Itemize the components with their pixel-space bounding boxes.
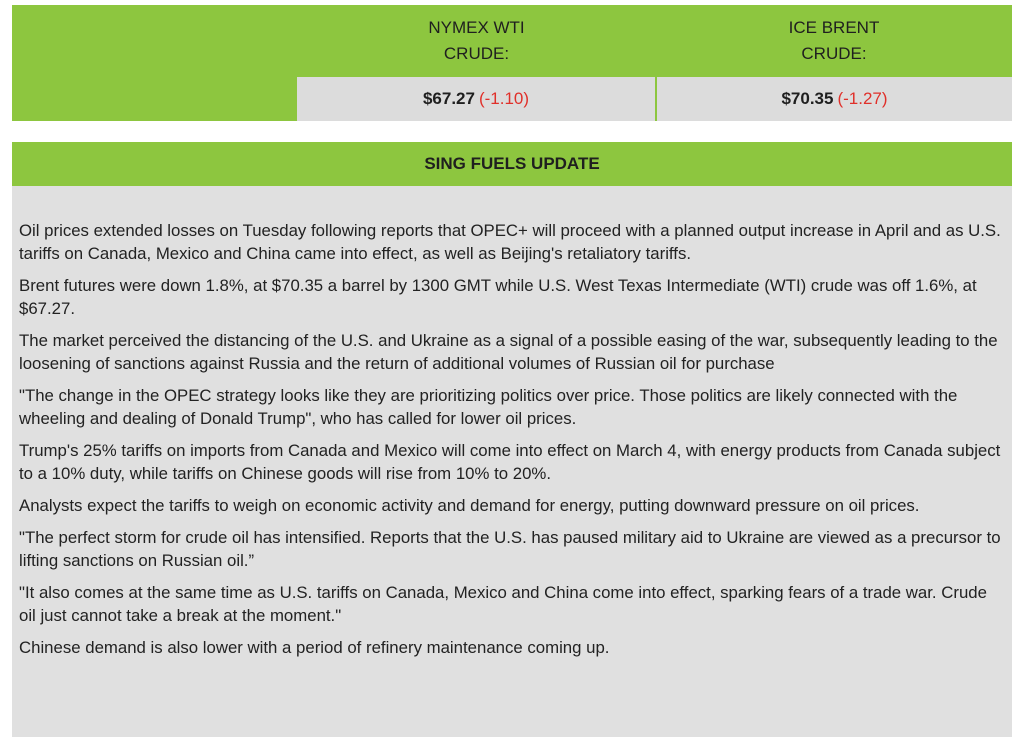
- update-body: [12, 186, 1012, 659]
- wti-label-line1: NYMEX WTI: [428, 18, 525, 37]
- fuels-update-panel: [12, 142, 1012, 737]
- wti-label-line2: CRUDE:: [443, 44, 510, 63]
- update-paragraph: "It also comes at the same time as U.S. tariffs on Canada, Mexico and China come into effect, sparking fears of a trade war. Crude oil just cannot take a break at the moment.": [19, 583, 987, 625]
- brent-label: [656, 5, 1012, 77]
- price-values-row: [12, 77, 1012, 121]
- brent-label-line2: CRUDE:: [801, 44, 867, 63]
- wti-change: (-1.10): [478, 89, 530, 108]
- update-paragraph: Trump's 25% tariffs on imports from Canada and Mexico will come into effect on March 4, with energy products from Canada subject to a 10% duty, while tariffs on Chinese goods will rise from 10% to 20%.: [19, 441, 1001, 483]
- update-paragraph: Brent futures were down 1.8%, at $70.35 a barrel by 1300 GMT while U.S. West Texas Intermediate (WTI) crude was off 1.6%, at $67.27.: [19, 276, 977, 318]
- update-paragraph: "The perfect storm for crude oil has intensified. Reports that the U.S. has paused military aid to Ukraine are viewed as a precursor to lifting sanctions on Russian oil.”: [19, 528, 1001, 570]
- brent-price: $70.35: [781, 89, 834, 108]
- price-table: [12, 5, 1012, 121]
- price-table-header: [12, 5, 1012, 77]
- update-paragraph: Oil prices extended losses on Tuesday following reports that OPEC+ will proceed with a planned output increase in April and as U.S. tariffs on Canada, Mexico and China came into effect, as well as Beijing's retaliatory tariffs.: [19, 221, 1001, 263]
- update-paragraph: The market perceived the distancing of the U.S. and Ukraine as a signal of a possible easing of the war, subsequently leading to the loosening of sanctions against Russia and the return of additional volumes of Russian oil for purchase: [19, 331, 998, 373]
- wti-price-cell: [297, 77, 655, 121]
- brent-label-line1: ICE BRENT: [788, 18, 880, 37]
- update-paragraph: Analysts expect the tariffs to weigh on economic activity and demand for energy, putting downward pressure on oil prices.: [19, 496, 920, 515]
- update-paragraph: "The change in the OPEC strategy looks like they are prioritizing politics over price. Those politics are likely connected with the wheeling and dealing of Donald Trump", who has called for lower oil prices.: [19, 386, 958, 428]
- brent-change: (-1.27): [837, 89, 888, 108]
- wti-label: [297, 5, 656, 77]
- wti-price: $67.27: [422, 89, 475, 108]
- update-paragraph: Chinese demand is also lower with a period of refinery maintenance coming up.: [19, 638, 610, 657]
- brent-price-cell: [657, 77, 1012, 121]
- update-title: SING FUELS UPDATE: [12, 142, 1012, 186]
